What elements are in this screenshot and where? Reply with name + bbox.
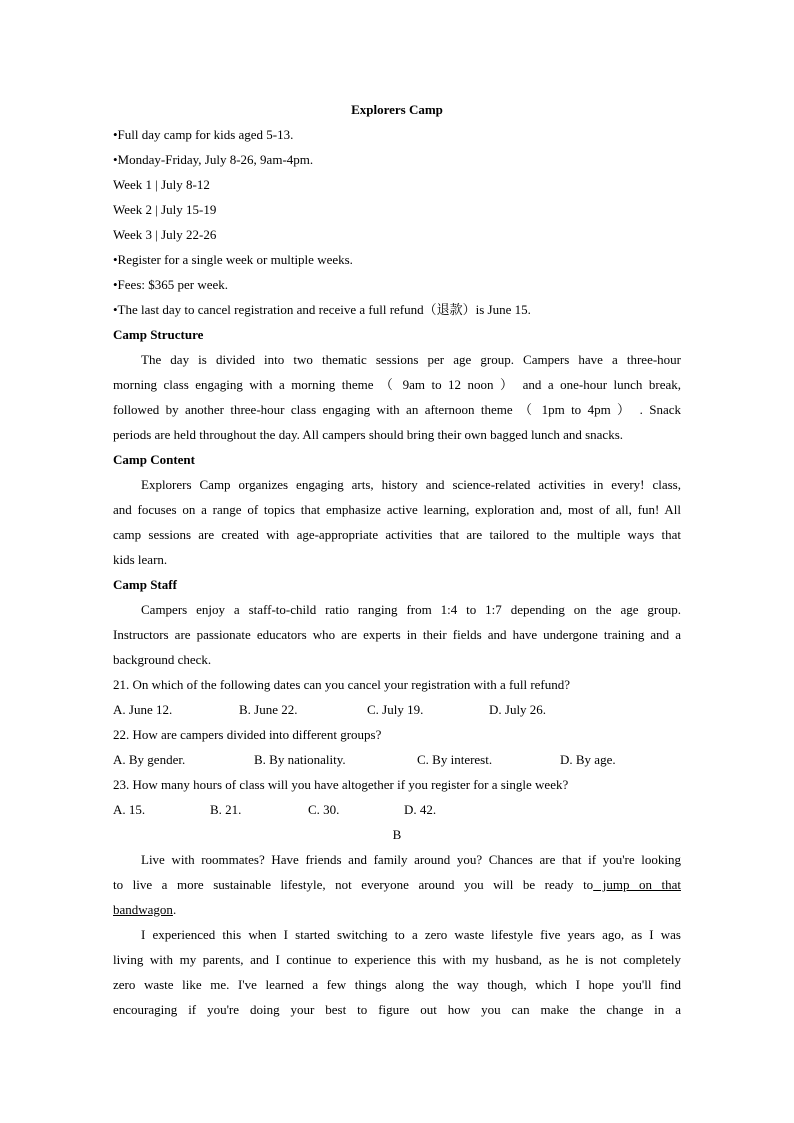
document-content [113, 97, 681, 1022]
option-a: A. 15. [113, 802, 146, 817]
paragraph-line [113, 897, 681, 922]
underlined-phrase: bandwagon [113, 902, 173, 917]
passage-b-label: B [392, 827, 402, 842]
paragraph-line: followed by another three-hour class engaging with an afternoon theme （ 1pm to 4pm ） . Snack [113, 402, 681, 417]
section-heading: Camp Structure [113, 327, 204, 342]
info-line: Week 1 | July 8-12 [113, 177, 210, 192]
option-b: B. 21. [210, 802, 242, 817]
info-line: •Full day camp for kids aged 5-13. [113, 127, 294, 142]
section-heading: Camp Staff [113, 577, 177, 592]
paragraph-line: Campers enjoy a staff-to-child ratio ranging from 1:4 to 1:7 depending on the age group. [141, 602, 681, 617]
passage-b-paragraph-1 [113, 847, 681, 922]
info-line: •Monday-Friday, July 8-26, 9am-4pm. [113, 152, 314, 167]
info-line: •The last day to cancel registration and receive a full refund（退款）is June 15. [113, 302, 531, 317]
question-stem: 22. How are campers divided into different groups? [113, 727, 382, 742]
question-options [113, 697, 681, 722]
camp-info-list [113, 122, 681, 322]
paragraph-line: Explorers Camp organizes engaging arts, history and science-related activities in every! class, [141, 477, 681, 492]
paragraph-line: background check. [113, 652, 212, 667]
line-text: to live a more sustainable lifestyle, not everyone around you will be ready to [113, 877, 594, 892]
question-22 [113, 722, 681, 772]
question-options [113, 747, 681, 772]
question-options [113, 797, 681, 822]
option-c: C. By interest. [417, 752, 493, 767]
paragraph-line: periods are held throughout the day. All campers should bring their own bagged lunch and snacks. [113, 427, 624, 442]
option-a: A. June 12. [113, 702, 173, 717]
option-d: D. 42. [404, 802, 437, 817]
info-line: •Fees: $365 per week. [113, 277, 229, 292]
paragraph-line: encouraging if you're doing your best to figure out how you can make the change in a [113, 1002, 681, 1017]
paragraph-line: kids learn. [113, 552, 168, 567]
underlined-phrase: jump on that [593, 877, 681, 892]
info-line: •Register for a single week or multiple weeks. [113, 252, 353, 267]
section-heading: Camp Content [113, 452, 195, 467]
paragraph-line: Instructors are passionate educators who are experts in their fields and have undergone training and a [113, 627, 681, 642]
paragraph-line: zero waste like me. I've learned a few things along the way though, which I hope you'll find [113, 977, 681, 992]
option-b: B. June 22. [239, 702, 298, 717]
passage-b-paragraph-2 [113, 922, 681, 1022]
section-camp-structure [113, 322, 681, 447]
line-text: . [172, 902, 177, 917]
question-stem: 21. On which of the following dates can you cancel your registration with a full refund? [113, 677, 571, 692]
option-b: B. By nationality. [254, 752, 346, 767]
paragraph-line: living with my parents, and I continue to experience this with my husband, as he is not completely [113, 952, 681, 967]
info-line: Week 2 | July 15-19 [113, 202, 217, 217]
option-c: C. July 19. [367, 702, 424, 717]
option-d: D. By age. [560, 752, 616, 767]
paragraph-line: I experienced this when I started switching to a zero waste lifestyle five years ago, as I was [141, 927, 681, 942]
paragraph-line: camp sessions are created with age-appropriate activities that are tailored to the multiple ways that [113, 527, 681, 542]
option-d: D. July 26. [489, 702, 547, 717]
option-a: A. By gender. [113, 752, 186, 767]
question-23 [113, 772, 681, 822]
paragraph-line: morning class engaging with a morning theme （ 9am to 12 noon ） and a one-hour lunch break, [113, 377, 681, 392]
paragraph-line [113, 872, 681, 897]
section-camp-content [113, 447, 681, 572]
question-21 [113, 672, 681, 722]
section-camp-staff [113, 572, 681, 672]
option-c: C. 30. [308, 802, 340, 817]
paragraph-line: The day is divided into two thematic sessions per age group. Campers have a three-hour [141, 352, 681, 367]
paragraph-line: Live with roommates? Have friends and family around you? Chances are that if you're looking [141, 852, 681, 867]
paragraph-line: and focuses on a range of topics that emphasize active learning, exploration and, most of all, fun! All [113, 502, 681, 517]
question-stem: 23. How many hours of class will you have altogether if you register for a single week? [113, 777, 569, 792]
passage-title: Explorers Camp [351, 102, 443, 117]
info-line: Week 3 | July 22-26 [113, 227, 217, 242]
